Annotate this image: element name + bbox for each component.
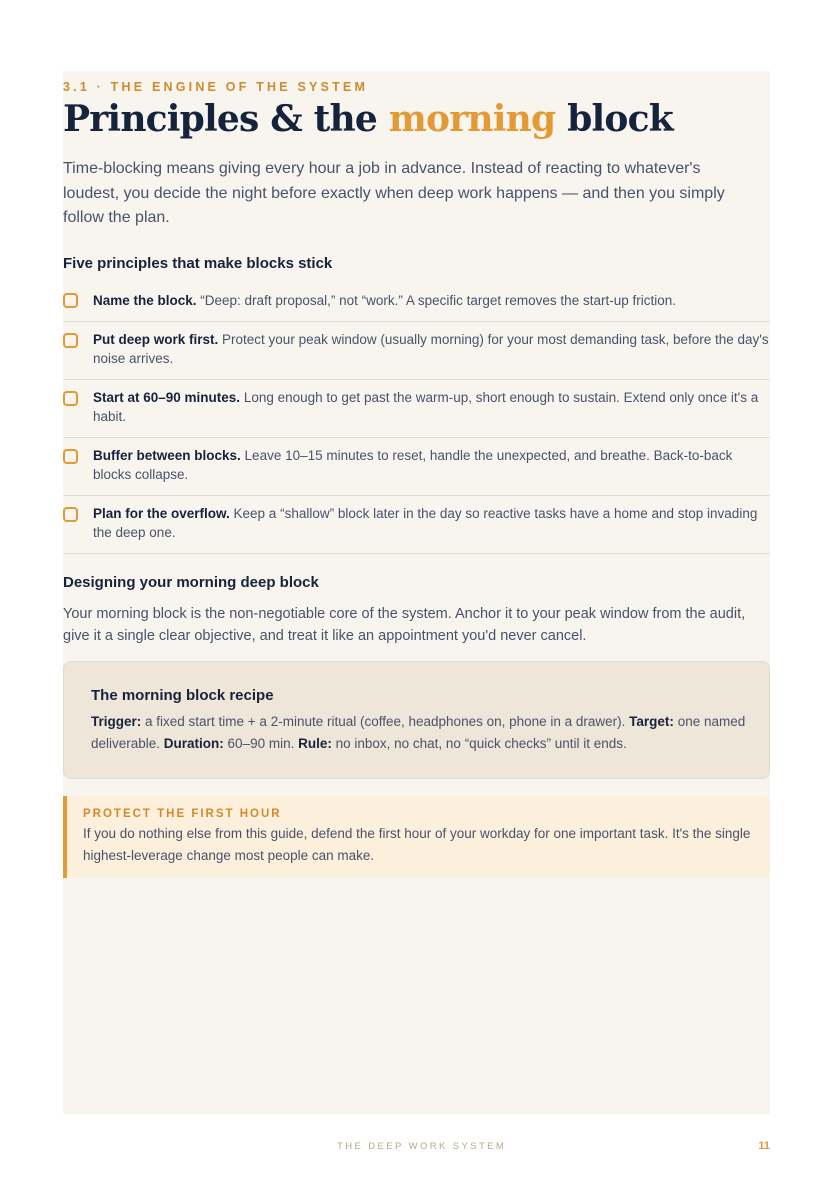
principle-title: Start at 60–90 minutes. [93,390,241,405]
principle-text: Leave 10–15 minutes to reset, handle the unexpected, and breathe. Back-to-back blocks collapse. [93,448,733,482]
principles-list [63,283,770,554]
duration-label: Duration: [163,736,224,751]
title-end: block [555,98,673,140]
target-text: one named deliverable. [91,714,746,751]
footer-title: THE DEEP WORK SYSTEM [337,1141,507,1152]
recipe-title: The morning block recipe [91,687,274,704]
trigger-text: a fixed start time + a 2-minute ritual (coffee, headphones on, phone in a drawer). [141,714,630,729]
trigger-label: Trigger: [91,714,142,729]
page-number: 11 [758,1140,770,1152]
principle-text: Long enough to get past the warm-up, short enough to sustain. Extend only once it's a habit. [93,390,759,424]
principle-item [63,322,770,380]
duration-text: 60–90 min. [223,736,299,751]
principle-title: Plan for the overflow. [93,506,230,521]
checkbox-icon[interactable] [63,293,78,308]
principle-title: Name the block. [93,293,197,308]
section-eyebrow: 3.1 · THE ENGINE OF THE SYSTEM [63,80,369,94]
title-accent-word: morning [388,98,556,140]
principle-text: “Deep: draft proposal,” not “work.” A specific target removes the start-up friction. [196,293,676,308]
principle-item [63,496,770,554]
recipe-body [91,711,751,755]
principle-item [63,380,770,438]
rule-label: Rule: [298,736,332,751]
callout-box [63,796,770,878]
principle-title: Buffer between blocks. [93,448,241,463]
page-content [63,71,770,1114]
title-start: Principles & the [63,98,389,140]
principle-title: Put deep work first. [93,332,219,347]
checkbox-icon[interactable] [63,333,78,348]
principle-item [63,283,770,322]
principle-text: Keep a “shallow” block later in the day so reactive tasks have a home and stop invading the deep one. [93,506,758,540]
principle-item [63,438,770,496]
principles-heading: Five principles that make blocks stick [63,255,333,272]
page-title [63,96,673,142]
checkbox-icon[interactable] [63,449,78,464]
callout-label: PROTECT THE FIRST HOUR [83,808,282,820]
morning-block-heading: Designing your morning deep block [63,574,319,591]
callout-body: If you do nothing else from this guide, defend the first hour of your workday for one important task. It's the single highest-leverage change most people can make. [83,826,751,863]
principle-text: Protect your peak window (usually morning) for your most demanding task, before the day's noise arrives. [93,332,769,366]
checkbox-icon[interactable] [63,391,78,406]
rule-text: no inbox, no chat, no “quick checks” until it ends. [331,736,627,751]
recipe-card [63,661,770,779]
intro-paragraph: Time-blocking means giving every hour a job in advance. Instead of reacting to whatever's loudest, you decide the night before exactly when deep work happens — and then you simply follow the plan. [63,160,725,226]
morning-block-paragraph: Your morning block is the non-negotiable core of the system. Anchor it to your peak window from the audit, give it a single clear objective, and treat it like an appointment you'd never cancel. [63,606,746,644]
checkbox-icon[interactable] [63,507,78,522]
target-label: Target: [629,714,674,729]
